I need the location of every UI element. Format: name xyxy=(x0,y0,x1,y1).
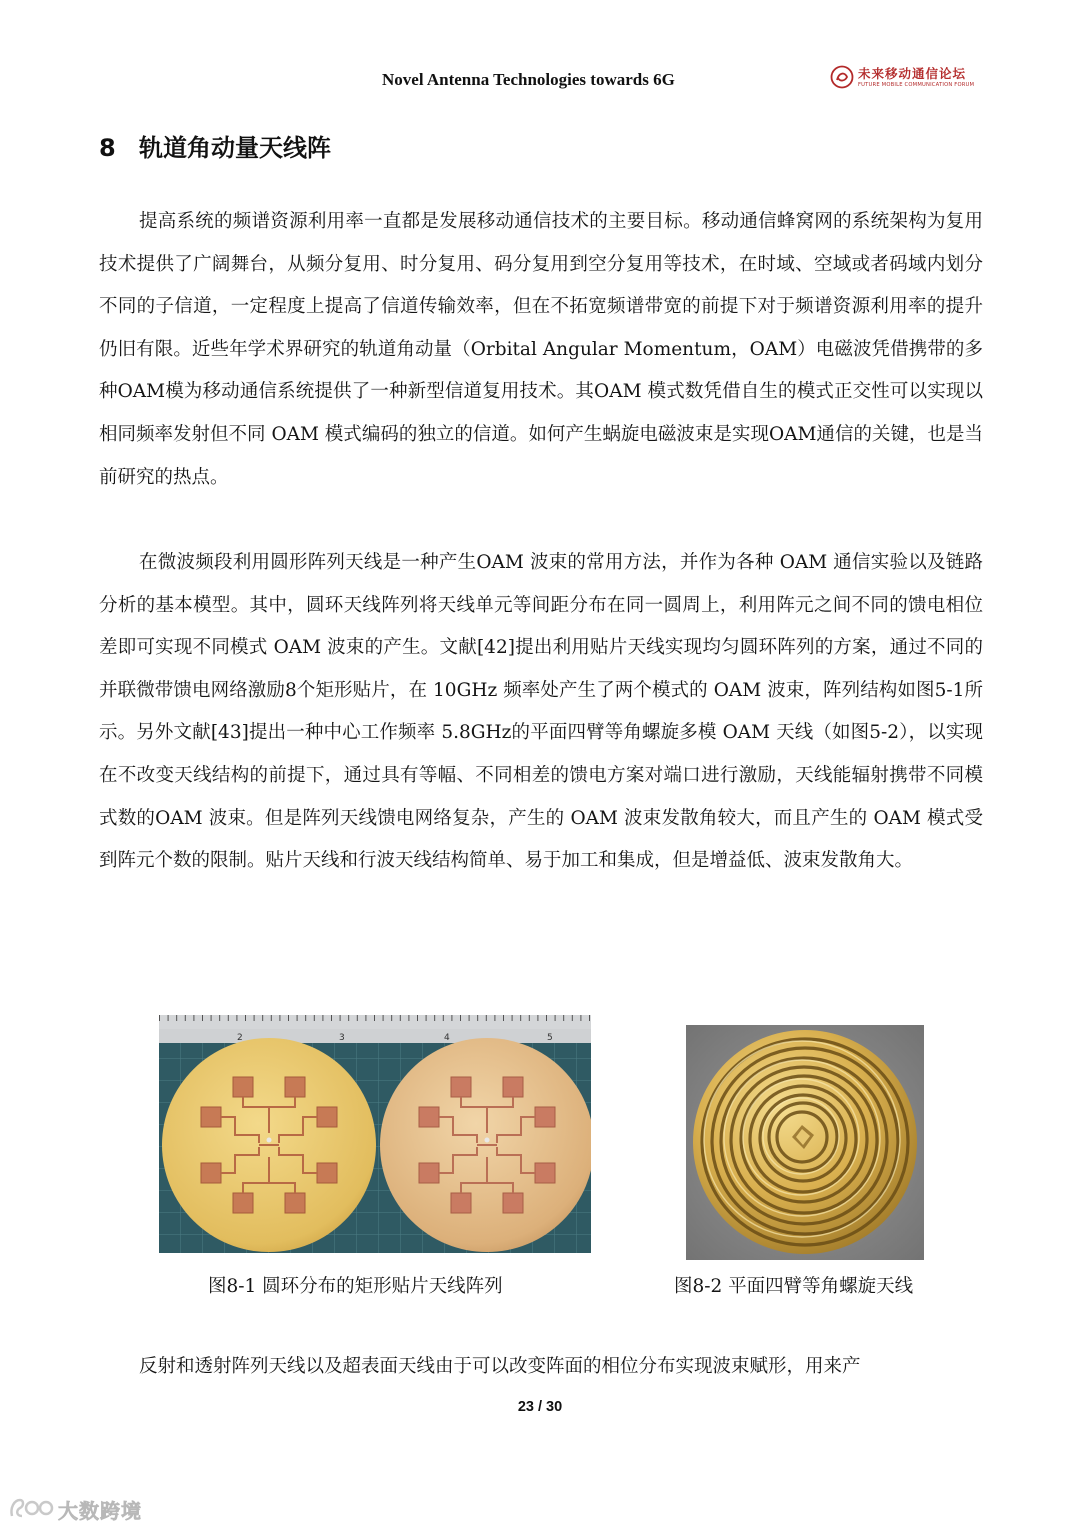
section-number: 8 xyxy=(99,134,116,162)
header-title: Novel Antenna Technologies towards 6G xyxy=(382,70,675,89)
forum-logo xyxy=(830,62,990,98)
ruler-label: 2 xyxy=(237,1033,243,1043)
patch-array-photo xyxy=(159,1015,591,1253)
ruler-label: 5 xyxy=(547,1033,553,1043)
section-title: 轨道角动量天线阵 xyxy=(139,134,331,162)
ruler-label: 3 xyxy=(339,1033,345,1043)
page-number: 23 / 30 xyxy=(517,1399,563,1415)
body-paragraph: 在微波频段利用圆形阵列天线是一种产生OAM 波束的常用方法，并作为各种 OAM 通信实验以及链路分析的基本模型。其中，圆环天线阵列将天线单元等间距分布在同一圆周上，利用阵元之间不同的馈电相位差即可实现不同模式 OAM 波束的产生。文献[42]提出利用贴片天线实现均匀圆环阵列的方案，通过不同的并联微带馈电网络激励8个矩形贴片，在 10GHz 频率处产生了两个模式的 OAM 波束，阵列结构如图5-1所示。另外文献[43]提出一种中心工作频率 5.8GHz的平面四臂等角螺旋多模 OAM 天线（如图5-2），以实现在不改变天线结构的前提下，通过具有等幅、不同相差的馈电方案对端口进行激励，天线能辐射携带不同模式数的OAM 波束。但是阵列天线馈电网络复杂，产生的 OAM 波束发散角较大，而且产生的 OAM 模式受到阵元个数的限制。贴片天线和行波天线结构简单、易于加工和集成，但是增益低、波束发散角大。 xyxy=(99,552,983,872)
body-paragraph: 反射和透射阵列天线以及超表面天线由于可以改变阵面的相位分布实现波束赋形，用来产 xyxy=(139,1356,861,1377)
section-heading xyxy=(99,128,331,163)
logo-english-name: FUTURE MOBILE COMMUNICATION FORUM xyxy=(858,82,975,88)
spiral-antenna-photo xyxy=(686,1025,924,1260)
watermark-logo-icon xyxy=(8,1496,54,1520)
page-header xyxy=(0,62,1080,102)
figure-caption: 图8-2 平面四臂等角螺旋天线 xyxy=(674,1276,914,1297)
body-paragraph: 提高系统的频谱资源利用率一直都是发展移动通信技术的主要目标。移动通信蜂窝网的系统架构为复用技术提供了广阔舞台，从频分复用、时分复用、码分复用到空分复用等技术，在时域、空域或者码域内划分不同的子信道，一定程度上提高了信道传输效率，但在不拓宽频谱带宽的前提下对于频谱资源利用率的提升仍旧有限。近些年学术界研究的轨道角动量（Orbital Angular Momentum，OAM）电磁波凭借携带的多种OAM模为移动通信系统提供了一种新型信道复用技术。其OAM 模式数凭借自生的模式正交性可以实现以相同频率发射但不同 OAM 模式编码的独立的信道。如何产生蜗旋电磁波束是实现OAM通信的关键，也是当前研究的热点。 xyxy=(99,211,983,488)
figure-caption: 图8-1 圆环分布的矩形贴片天线阵列 xyxy=(208,1276,503,1297)
forum-logo-icon xyxy=(830,65,854,89)
watermark-text: 大数跨境 xyxy=(58,1499,142,1523)
logo-chinese-name: 未来移动通信论坛 xyxy=(858,66,967,81)
watermark xyxy=(8,1494,168,1524)
ruler-label: 4 xyxy=(444,1033,450,1043)
